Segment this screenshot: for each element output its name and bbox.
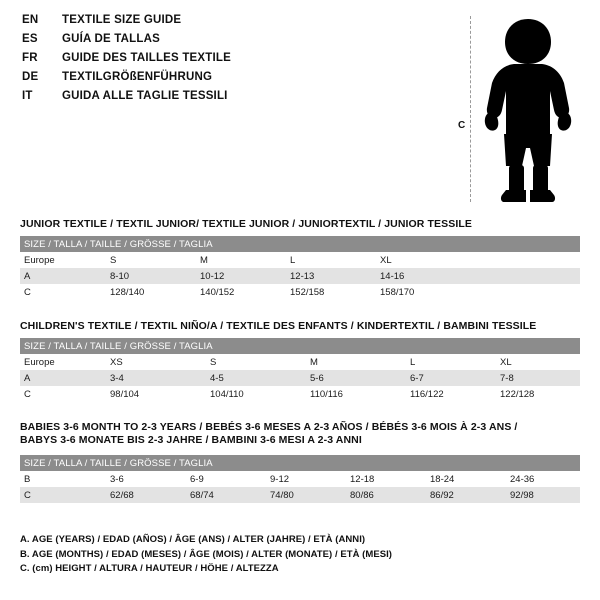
junior-row-c-v0: 128/140 xyxy=(108,284,198,300)
children-row-europe-v1: S xyxy=(208,354,308,370)
header xyxy=(0,14,600,209)
language-row-it xyxy=(22,90,422,109)
junior-row-a-v2: 12-13 xyxy=(288,268,378,284)
babies-row-c-v4: 86/92 xyxy=(428,487,508,503)
babies-row-b-v1: 6-9 xyxy=(188,471,268,487)
language-row-en xyxy=(22,14,422,33)
babies-size-table xyxy=(20,455,580,503)
junior-row-europe-v3: XL xyxy=(378,252,468,268)
language-code-en: EN xyxy=(22,14,39,26)
babies-row-b-v5: 24-36 xyxy=(508,471,580,487)
children-row-europe-v3: L xyxy=(408,354,498,370)
height-guide-dashed-line xyxy=(470,16,471,202)
language-code-it: IT xyxy=(22,90,33,102)
children-row-europe-key: Europe xyxy=(20,354,108,370)
language-row-fr xyxy=(22,52,422,71)
babies-row-c-key: C xyxy=(20,487,108,503)
section-title-junior: JUNIOR TEXTILE / TEXTIL JUNIOR/ TEXTILE JUNIOR / JUNIORTEXTIL / JUNIOR TESSILE xyxy=(20,218,472,230)
section-title-babies xyxy=(20,421,517,447)
babies-row-c-v3: 80/86 xyxy=(348,487,428,503)
children-row-c-v2: 110/116 xyxy=(308,386,408,402)
children-row-europe-v2: M xyxy=(308,354,408,370)
language-code-fr: FR xyxy=(22,52,38,64)
table-row xyxy=(20,487,580,503)
language-code-es: ES xyxy=(22,33,38,45)
legend-note-a: A. AGE (YEARS) / EDAD (AÑOS) / ÂGE (ANS) / ALTER (JAHRE) / ETÀ (ANNI) xyxy=(20,534,366,545)
language-row-es xyxy=(22,33,422,52)
measurement-figure xyxy=(448,14,588,209)
babies-row-b-v2: 9-12 xyxy=(268,471,348,487)
toddler-silhouette-icon xyxy=(478,16,578,206)
children-row-a-v0: 3-4 xyxy=(108,370,208,386)
table-header-row xyxy=(20,236,580,252)
junior-row-c-v4 xyxy=(468,284,580,300)
language-title-list xyxy=(22,14,422,109)
junior-row-a-v4 xyxy=(468,268,580,284)
section-title-children: CHILDREN'S TEXTILE / TEXTIL NIÑO/A / TEXTILE DES ENFANTS / KINDERTEXTIL / BAMBINI TESSILE xyxy=(20,320,537,332)
junior-row-europe-v1: M xyxy=(198,252,288,268)
language-title-it: GUIDA ALLE TAGLIE TESSILI xyxy=(62,90,228,102)
language-title-en: TEXTILE SIZE GUIDE xyxy=(62,14,182,26)
babies-row-c-v1: 68/74 xyxy=(188,487,268,503)
section-title-babies-line1: BABIES 3-6 MONTH TO 2-3 YEARS / BEBÉS 3-6 MESES A 2-3 AÑOS / BÉBÉS 3-6 MOIS À 2-3 ANS / xyxy=(20,421,518,433)
babies-row-c-v2: 74/80 xyxy=(268,487,348,503)
babies-row-b-v0: 3-6 xyxy=(108,471,188,487)
legend-note-c: C. (cm) HEIGHT / ALTURA / HAUTEUR / HÖHE / ALTEZZA xyxy=(20,563,279,574)
children-row-a-v3: 6-7 xyxy=(408,370,498,386)
table-header-row xyxy=(20,338,580,354)
junior-size-table xyxy=(20,236,580,300)
junior-row-europe-v0: S xyxy=(108,252,198,268)
table-row xyxy=(20,471,580,487)
junior-row-europe-v4 xyxy=(468,252,580,268)
language-row-de xyxy=(22,71,422,90)
junior-row-europe-key: Europe xyxy=(20,252,108,268)
children-row-c-v0: 98/104 xyxy=(108,386,208,402)
table-row xyxy=(20,252,580,268)
children-row-a-key: A xyxy=(20,370,108,386)
language-title-es: GUÍA DE TALLAS xyxy=(62,33,160,45)
babies-row-c-v5: 92/98 xyxy=(508,487,580,503)
babies-row-b-key: B xyxy=(20,471,108,487)
table-header-row xyxy=(20,455,580,471)
children-row-c-v1: 104/110 xyxy=(208,386,308,402)
junior-table-header-label: SIZE / TALLA / TAILLE / GRÖSSE / TAGLIA xyxy=(20,236,580,252)
language-title-de: TEXTILGRÖßENFÜHRUNG xyxy=(62,71,213,83)
junior-row-c-v3: 158/170 xyxy=(378,284,468,300)
children-row-a-v2: 5-6 xyxy=(308,370,408,386)
junior-row-a-key: A xyxy=(20,268,108,284)
legend-notes xyxy=(20,533,580,577)
junior-row-a-v3: 14-16 xyxy=(378,268,468,284)
children-row-c-key: C xyxy=(20,386,108,402)
children-table-header-label: SIZE / TALLA / TAILLE / GRÖSSE / TAGLIA xyxy=(20,338,580,354)
babies-row-c-v0: 62/68 xyxy=(108,487,188,503)
children-row-europe-v4: XL xyxy=(498,354,580,370)
babies-row-b-v4: 18-24 xyxy=(428,471,508,487)
children-row-europe-v0: XS xyxy=(108,354,208,370)
children-row-a-v1: 4-5 xyxy=(208,370,308,386)
legend-note-b: B. AGE (MONTHS) / EDAD (MESES) / ÂGE (MOIS) / ALTER (MONATE) / ETÀ (MESI) xyxy=(20,548,393,560)
measure-label-c: C xyxy=(458,120,466,131)
table-row xyxy=(20,268,580,284)
junior-row-c-key: C xyxy=(20,284,108,300)
section-title-babies-line2: BABYS 3-6 MONATE BIS 2-3 JAHRE / BAMBINI 3-6 MESI A 2-3 ANNI xyxy=(20,434,362,446)
children-size-table xyxy=(20,338,580,402)
children-row-c-v3: 116/122 xyxy=(408,386,498,402)
table-row xyxy=(20,386,580,402)
children-row-a-v4: 7-8 xyxy=(498,370,580,386)
junior-row-a-v1: 10-12 xyxy=(198,268,288,284)
junior-row-europe-v2: L xyxy=(288,252,378,268)
table-row xyxy=(20,284,580,300)
babies-row-b-v3: 12-18 xyxy=(348,471,428,487)
language-code-de: DE xyxy=(22,71,39,83)
junior-row-a-v0: 8-10 xyxy=(108,268,198,284)
children-row-c-v4: 122/128 xyxy=(498,386,580,402)
junior-row-c-v1: 140/152 xyxy=(198,284,288,300)
language-title-fr: GUIDE DES TAILLES TEXTILE xyxy=(62,52,231,64)
table-row xyxy=(20,354,580,370)
babies-table-header-label: SIZE / TALLA / TAILLE / GRÖSSE / TAGLIA xyxy=(20,455,580,471)
table-row xyxy=(20,370,580,386)
junior-row-c-v2: 152/158 xyxy=(288,284,378,300)
